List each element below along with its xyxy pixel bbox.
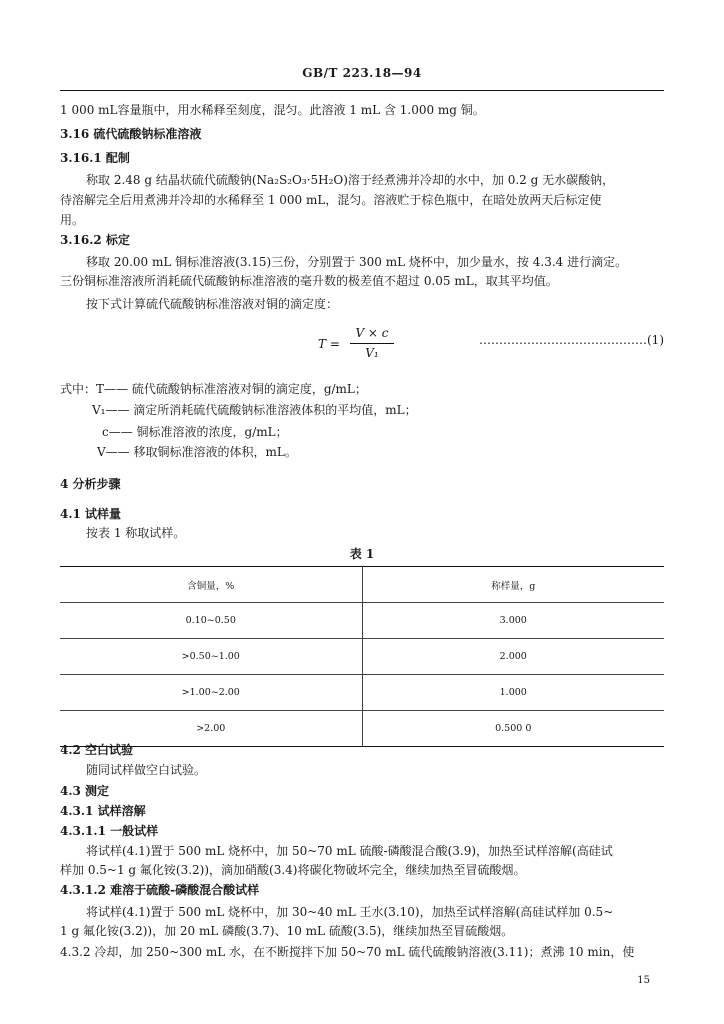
header-rule [60,90,664,91]
column-header: 含铜量，% [60,567,362,603]
table-cell: 0.10~0.50 [60,603,362,639]
definition-term: V [97,445,106,459]
table-cell: 2.000 [362,639,664,675]
subsection-heading: 4.2 空白试验 [60,743,134,757]
formula-numerator: V × c [355,326,389,340]
equation-number: ……………………………………(1) [479,333,664,347]
table-cell: 1.000 [362,675,664,711]
subsection-heading: 4.3.1.2 难溶于硫酸-磷酸混合酸试样 [60,883,260,897]
definition-term: 式中：T [60,382,105,396]
subsection-heading: 4.3.1 试样溶解 [60,804,146,818]
formula-denominator: V₁ [365,346,379,360]
paragraph-line: 1 000 mL容量瓶中，用水稀释至刻度，混匀。此溶液 1 mL 含 1.000 mg 铜。 [60,103,485,117]
fraction-bar [350,343,394,344]
definition-desc: —— 移取铜标准溶液的体积，mL。 [105,445,297,459]
definition-row [92,402,696,418]
paragraph-line: 将试样(4.1)置于 500 mL 烧杯中，加 50~70 mL 硫酸-磷酸混合酸(3.9)，加热至试样溶解(高硅试 [86,844,613,858]
table-caption: 表 1 [349,547,375,561]
sample-mass-table [60,566,664,747]
definition-term: V₁ [92,403,106,417]
paragraph-line: 三份铜标准溶液所消耗硫代硫酸钠标准溶液的毫升数的极差值不超过 0.05 mL，取其平均值。 [60,274,558,288]
table-cell: 0.500 0 [362,711,664,747]
table-row [60,639,664,675]
section-heading: 4 分析步骤 [60,477,121,491]
subsection-heading: 4.1 试样量 [60,507,122,521]
table-cell: >1.00~2.00 [60,675,362,711]
paragraph-line: 按下式计算硫代硫酸钠标准溶液对铜的滴定度： [86,297,339,311]
standard-header: GB/T 223.18—94 [302,66,422,80]
subsection-heading: 4.3 测定 [60,784,110,798]
definition-desc: —— 滴定所消耗硫代硫酸钠标准溶液体积的平均值，mL； [105,403,417,417]
paragraph-line: 1 g 氟化铵(3.2))，加 20 mL 磷酸(3.7)、10 mL 硫酸(3.5)，继续加热至冒硫酸烟。 [60,924,514,938]
table-cell: >2.00 [60,711,362,747]
paragraph-line: 将试样(4.1)置于 500 mL 烧杯中，加 30~40 mL 王水(3.10)，加热至试样溶解(高硅试样加 0.5~ [86,905,614,919]
definition-row [102,424,706,440]
definition-desc: —— 硫代硫酸钠标准溶液对铜的滴定度，g/mL； [104,382,367,396]
subsection-heading: 3.16.2 标定 [60,233,130,247]
paragraph-line: 称取 2.48 g 结晶状硫代硫酸钠(Na₂S₂O₃·5H₂O)溶于经煮沸并冷却的水中，加 0.2 g 无水碳酸钠， [86,173,615,187]
paragraph-line: 样加 0.5~1 g 氟化铵(3.2))，滴加硝酸(3.4)将碳化物破坏完全，继续加热至冒硫酸烟。 [60,863,526,877]
definition-row [97,444,701,460]
paragraph-line: 按表 1 称取试样。 [86,526,186,540]
table-row [60,675,664,711]
paragraph-line: 移取 20.00 mL 铜标准溶液(3.15)三份，分别置于 300 mL 烧杯中，加少量水，按 4.3.4 进行滴定。 [86,255,628,269]
paragraph-line: 待溶解完全后用煮沸并冷却的水稀释至 1 000 mL，混匀。溶液贮于棕色瓶中，在暗处放两天后标定使 [60,193,602,207]
paragraph-line: 4.3.2 冷却，加 250~300 mL 水，在不断搅拌下加 50~70 mL 硫代硫酸钠溶液(3.11)；煮沸 10 min，使 [60,945,635,959]
column-header: 称样量，g [362,567,664,603]
section-heading: 3.16 硫代硫酸钠标准溶液 [60,127,202,141]
definition-row [60,381,664,397]
definition-desc: —— 铜标准溶液的浓度，g/mL； [108,425,288,439]
subsection-heading: 3.16.1 配制 [60,151,130,165]
paragraph-line: 用。 [60,213,85,227]
table-cell: 3.000 [362,603,664,639]
formula-1 [318,326,438,366]
table-header-row [60,567,664,603]
definition-term: c [102,425,109,439]
table-row [60,603,664,639]
formula-lhs: T = [318,337,340,351]
paragraph-line: 随同试样做空白试验。 [86,763,207,777]
table-cell: >0.50~1.00 [60,639,362,675]
subsection-heading: 4.3.1.1 一般试样 [60,824,159,838]
page-number: 15 [637,975,650,986]
